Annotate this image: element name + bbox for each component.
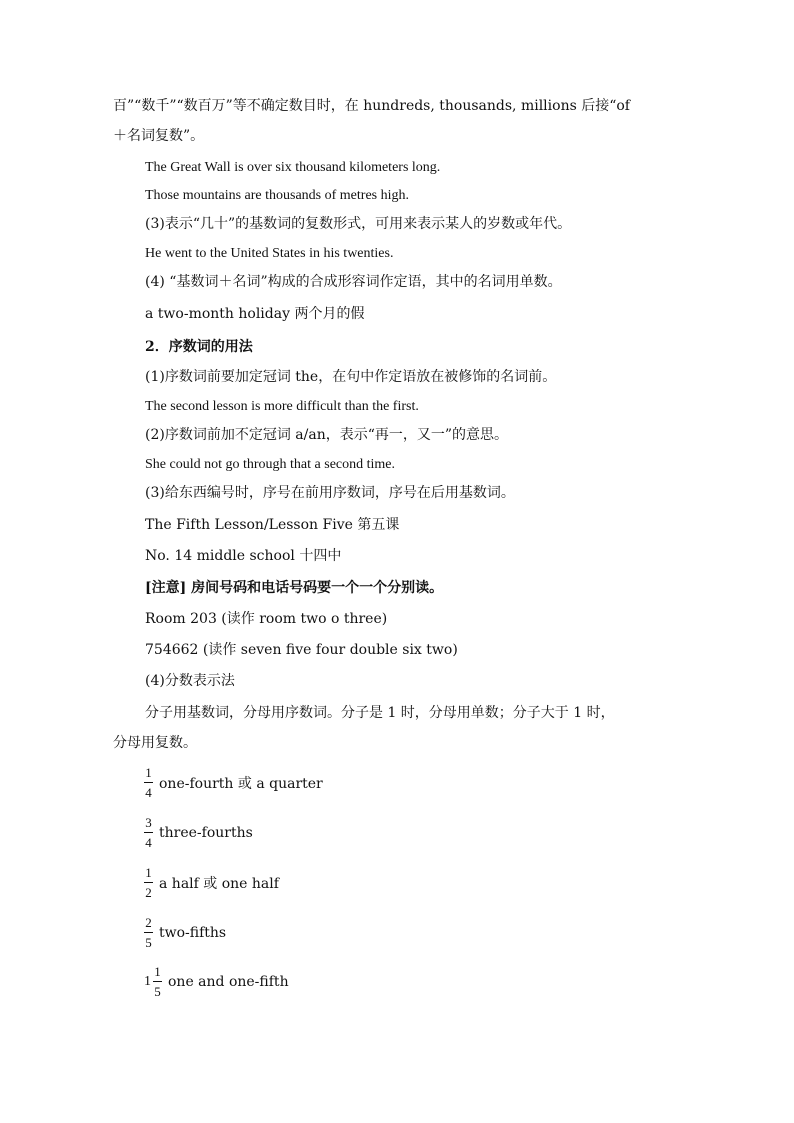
- example-second-time: She could not go through that a second time.: [145, 457, 396, 472]
- example-twenties: He went to the United States in his twenties.: [145, 246, 394, 261]
- ordinal-rule-1: (1)序数词前要加定冠词 the，在句中作定语放在被修饰的名词前。: [145, 369, 557, 385]
- example-holiday: a two-month holiday 两个月的假: [145, 306, 365, 322]
- rule-4: (4) “基数词＋名词”构成的合成形容词作定语，其中的名词用单数。: [145, 274, 562, 290]
- numerator: 2: [145, 915, 152, 930]
- intro-line-2: ＋名词复数”。: [113, 128, 205, 144]
- fraction-rule-line-1: 分子用基数词，分母用序数词。分子是 1 时，分母用单数；分子大于 1 时，: [145, 705, 615, 721]
- numerator: 1: [145, 865, 152, 880]
- example-phone-number: 754662 (读作 seven five four double six two): [145, 642, 458, 658]
- example-mountains: Those mountains are thousands of metres high.: [145, 188, 410, 203]
- example-room-number: Room 203 (读作 room two o three): [145, 611, 388, 627]
- fraction-rule-line-2: 分母用复数。: [113, 735, 197, 751]
- fraction-reading: three-fourths: [159, 824, 253, 841]
- whole-number: 1: [144, 973, 151, 989]
- fraction-bar: [144, 832, 153, 833]
- fraction-example-two-fifths: [144, 915, 226, 950]
- fraction-glyph: [153, 964, 162, 999]
- ordinal-rule-2: (2)序数词前加不定冠词 a/an，表示“再一，又一”的意思。: [145, 427, 509, 443]
- fraction-glyph: [144, 915, 153, 950]
- fraction-example-one-half: [144, 865, 279, 900]
- numerator: 1: [145, 765, 152, 780]
- fraction-example-three-fourths: [144, 815, 253, 850]
- denominator: 5: [154, 984, 161, 999]
- intro-line-1: 百”“数千”“数百万”等不确定数目时，在 hundreds, thousands, millions 后接“of: [113, 98, 630, 114]
- denominator: 4: [145, 835, 152, 850]
- fraction-glyph: [144, 815, 153, 850]
- fraction-reading: a half 或 one half: [159, 875, 279, 892]
- example-fifth-lesson: The Fifth Lesson/Lesson Five 第五课: [145, 517, 400, 533]
- denominator: 2: [145, 885, 152, 900]
- fraction-bar: [144, 882, 153, 883]
- fraction-reading: two-fifths: [159, 924, 227, 941]
- ordinal-rule-3: (3)给东西编号时，序号在前用序数词，序号在后用基数词。: [145, 485, 515, 501]
- example-second-lesson: The second lesson is more difficult than the first.: [145, 399, 419, 414]
- example-middle-school: No. 14 middle school 十四中: [145, 548, 342, 564]
- fraction-glyph: [144, 765, 153, 800]
- fraction-bar: [144, 782, 153, 783]
- fraction-glyph: [144, 865, 153, 900]
- fraction-example-one-fourth: [144, 765, 323, 800]
- note-heading: [注意] 房间号码和电话号码要一个一个分别读。: [145, 580, 444, 596]
- example-great-wall: The Great Wall is over six thousand kilometers long.: [145, 160, 441, 175]
- denominator: 4: [145, 785, 152, 800]
- rule-3: (3)表示“几十”的基数词的复数形式，可用来表示某人的岁数或年代。: [145, 216, 572, 232]
- denominator: 5: [145, 935, 152, 950]
- fraction-bar: [144, 932, 153, 933]
- numerator: 1: [154, 964, 161, 979]
- fraction-reading: one and one-fifth: [168, 973, 289, 990]
- fraction-example-one-and-one-fifth: [144, 964, 289, 999]
- fraction-reading: one-fourth 或 a quarter: [159, 775, 323, 792]
- ordinal-rule-4: (4)分数表示法: [145, 673, 235, 689]
- numerator: 3: [145, 815, 152, 830]
- section-heading-2: 2．序数词的用法: [145, 339, 253, 355]
- fraction-bar: [153, 981, 162, 982]
